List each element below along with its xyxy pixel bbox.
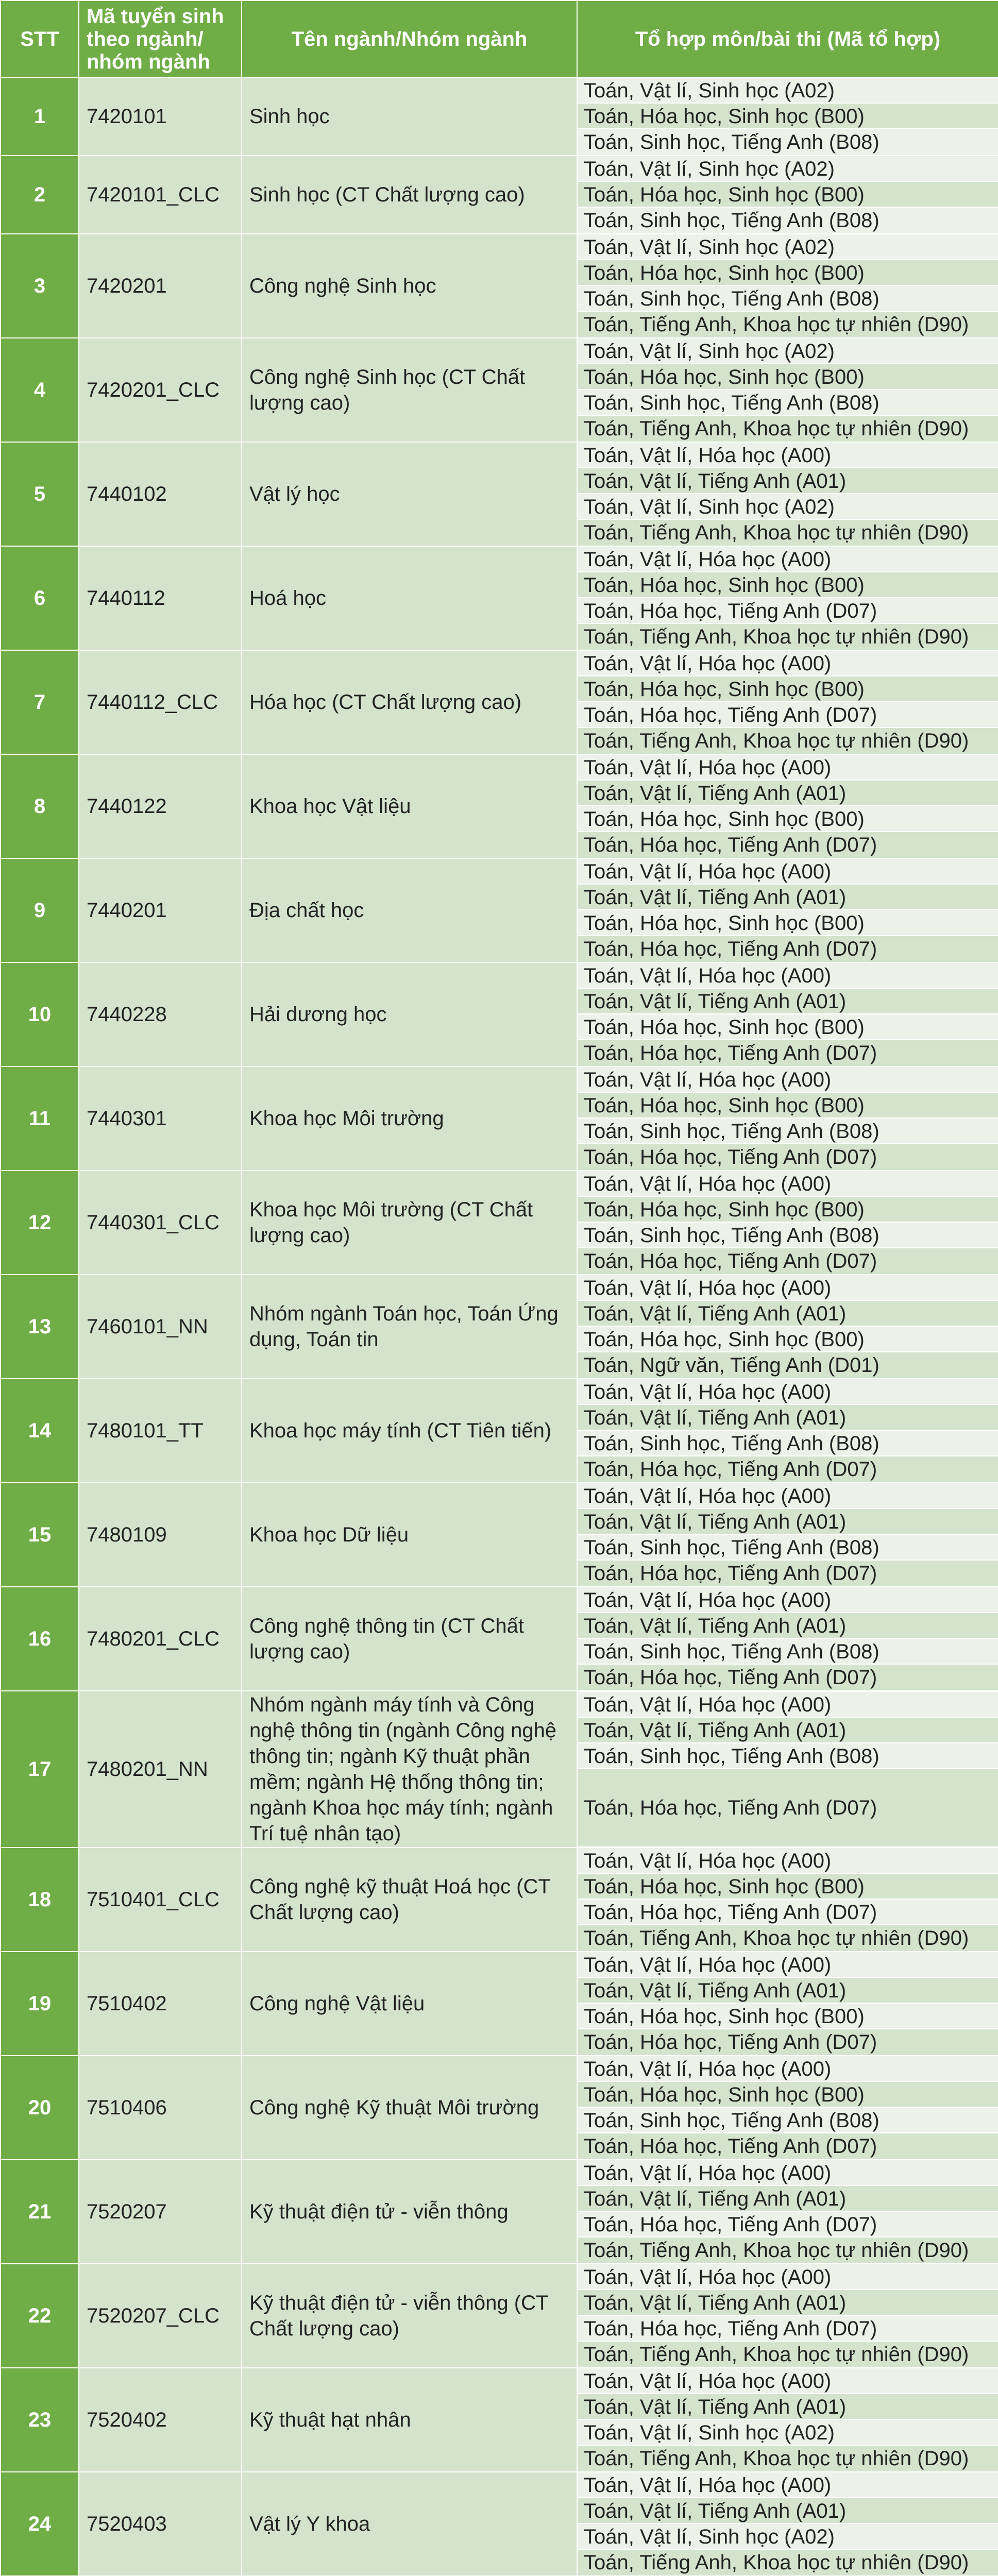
combo-item: Toán, Vật lí, Hóa học (A00) [578, 963, 998, 989]
combo-item: Toán, Vật lí, Hóa học (A00) [578, 1067, 998, 1093]
combo-item: Toán, Vật lí, Tiếng Anh (A01) [578, 989, 998, 1014]
combo-item: Toán, Vật lí, Tiếng Anh (A01) [578, 1613, 998, 1639]
combo-item: Toán, Hóa học, Sinh học (B00) [578, 1014, 998, 1040]
table-row [1, 546, 998, 650]
row-combos [577, 156, 998, 234]
table-row [1, 1171, 998, 1275]
combo-item: Toán, Vật lí, Hóa học (A00) [578, 2368, 998, 2394]
combo-item: Toán, Vật lí, Tiếng Anh (A01) [578, 2186, 998, 2212]
row-stt: 17 [1, 1691, 79, 1848]
combo-item: Toán, Vật lí, Tiếng Anh (A01) [578, 1509, 998, 1535]
row-combos [577, 2264, 998, 2368]
row-name: Hóa học (CT Chất lượng cao) [242, 650, 577, 754]
combo-item: Toán, Vật lí, Tiếng Anh (A01) [578, 1978, 998, 2004]
combo-item: Toán, Sinh học, Tiếng Anh (B08) [578, 1118, 998, 1144]
table-row [1, 1483, 998, 1587]
table-row [1, 2472, 998, 2576]
row-stt: 19 [1, 1952, 79, 2056]
combo-item: Toán, Hóa học, Sinh học (B00) [578, 2082, 998, 2108]
combo-item: Toán, Hóa học, Tiếng Anh (D07) [578, 1900, 998, 1925]
combo-item: Toán, Hóa học, Sinh học (B00) [578, 1197, 998, 1223]
row-combos [577, 1848, 998, 1952]
combo-item: Toán, Sinh học, Tiếng Anh (B08) [578, 1743, 998, 1769]
table-row [1, 442, 998, 546]
row-name: Khoa học Vật liệu [242, 754, 577, 858]
row-stt: 12 [1, 1171, 79, 1275]
combo-item: Toán, Vật lí, Hóa học (A00) [578, 547, 998, 572]
header-code: Mã tuyển sinh theo ngành/ nhóm ngành [79, 1, 242, 77]
row-code: 7520402 [79, 2368, 242, 2472]
combo-item: Toán, Vật lí, Tiếng Anh (A01) [578, 1718, 998, 1743]
row-stt: 7 [1, 650, 79, 754]
combo-item: Toán, Tiếng Anh, Khoa học tự nhiên (D90) [578, 1925, 998, 1951]
row-stt: 15 [1, 1483, 79, 1587]
combo-item: Toán, Sinh học, Tiếng Anh (B08) [578, 2108, 998, 2133]
row-code: 7440301 [79, 1066, 242, 1171]
combo-item: Toán, Hóa học, Tiếng Anh (D07) [578, 1561, 998, 1586]
combo-item: Toán, Vật lí, Hóa học (A00) [578, 859, 998, 885]
combo-item: Toán, Vật lí, Sinh học (A02) [578, 234, 998, 260]
row-combos [577, 2368, 998, 2472]
combo-item: Toán, Hóa học, Sinh học (B00) [578, 364, 998, 390]
table-row [1, 1691, 998, 1848]
row-combos [577, 2056, 998, 2160]
table-row [1, 77, 998, 156]
row-code: 7510406 [79, 2056, 242, 2160]
row-stt: 13 [1, 1275, 79, 1379]
row-code: 7460101_NN [79, 1275, 242, 1379]
row-stt: 16 [1, 1587, 79, 1691]
table-row [1, 2368, 998, 2472]
combo-item: Toán, Hóa học, Sinh học (B00) [578, 182, 998, 208]
row-code: 7510402 [79, 1952, 242, 2056]
combo-item: Toán, Hóa học, Tiếng Anh (D07) [578, 1665, 998, 1690]
row-combos [577, 1275, 998, 1379]
row-combos [577, 1379, 998, 1483]
combo-item: Toán, Hóa học, Sinh học (B00) [578, 1327, 998, 1352]
combo-item: Toán, Hóa học, Tiếng Anh (D07) [578, 702, 998, 728]
combo-item: Toán, Vật lí, Hóa học (A00) [578, 1848, 998, 1874]
row-code: 7420101 [79, 77, 242, 156]
combo-item: Toán, Hóa học, Tiếng Anh (D07) [578, 1144, 998, 1170]
header-stt: STT [1, 1, 79, 77]
combo-item: Toán, Sinh học, Tiếng Anh (B08) [578, 1535, 998, 1561]
row-stt: 11 [1, 1066, 79, 1171]
combo-item: Toán, Tiếng Anh, Khoa học tự nhiên (D90) [578, 2342, 998, 2367]
combo-item: Toán, Vật lí, Tiếng Anh (A01) [578, 1301, 998, 1327]
combo-item: Toán, Hóa học, Tiếng Anh (D07) [578, 832, 998, 858]
row-name: Công nghệ Kỹ thuật Môi trường [242, 2056, 577, 2160]
row-name: Sinh học (CT Chất lượng cao) [242, 156, 577, 234]
row-code: 7520207 [79, 2160, 242, 2264]
combo-item: Toán, Vật lí, Hóa học (A00) [578, 1692, 998, 1718]
combo-item: Toán, Vật lí, Sinh học (A02) [578, 2524, 998, 2550]
row-name: Khoa học máy tính (CT Tiên tiến) [242, 1379, 577, 1483]
row-code: 7440122 [79, 754, 242, 858]
row-combos [577, 546, 998, 650]
row-combos [577, 442, 998, 546]
row-code: 7440201 [79, 858, 242, 962]
row-code: 7480201_NN [79, 1691, 242, 1848]
row-combos [577, 962, 998, 1066]
row-code: 7520207_CLC [79, 2264, 242, 2368]
combo-item: Toán, Vật lí, Sinh học (A02) [578, 2420, 998, 2446]
row-stt: 22 [1, 2264, 79, 2368]
row-name: Công nghệ Sinh học [242, 234, 577, 338]
row-name: Công nghệ Vật liệu [242, 1952, 577, 2056]
combo-item: Toán, Vật lí, Hóa học (A00) [578, 2264, 998, 2290]
row-name: Hoá học [242, 546, 577, 650]
combo-item: Toán, Vật lí, Hóa học (A00) [578, 1483, 998, 1509]
row-name: Hải dương học [242, 962, 577, 1066]
row-stt: 3 [1, 234, 79, 338]
row-stt: 14 [1, 1379, 79, 1483]
table-row [1, 338, 998, 442]
row-name: Nhóm ngành Toán học, Toán Ứng dụng, Toán tin [242, 1275, 577, 1379]
row-name: Khoa học Dữ liệu [242, 1483, 577, 1587]
row-stt: 1 [1, 77, 79, 156]
row-stt: 23 [1, 2368, 79, 2472]
row-name: Vật lý Y khoa [242, 2472, 577, 2576]
combo-item: Toán, Vật lí, Hóa học (A00) [578, 755, 998, 781]
row-stt: 5 [1, 442, 79, 546]
combo-item: Toán, Vật lí, Hóa học (A00) [578, 2160, 998, 2186]
combo-item: Toán, Tiếng Anh, Khoa học tự nhiên (D90) [578, 520, 998, 546]
combo-item: Toán, Hóa học, Tiếng Anh (D07) [578, 1040, 998, 1066]
combo-item: Toán, Vật lí, Hóa học (A00) [578, 651, 998, 676]
combo-item: Toán, Hóa học, Sinh học (B00) [578, 910, 998, 936]
combo-item: Toán, Vật lí, Hóa học (A00) [578, 1379, 998, 1405]
combo-item: Toán, Hóa học, Sinh học (B00) [578, 676, 998, 702]
combo-item: Toán, Vật lí, Sinh học (A02) [578, 494, 998, 520]
row-code: 7480201_CLC [79, 1587, 242, 1691]
table-row [1, 858, 998, 962]
combo-item: Toán, Vật lí, Tiếng Anh (A01) [578, 2498, 998, 2524]
combo-item: Toán, Sinh học, Tiếng Anh (B08) [578, 1639, 998, 1665]
row-combos [577, 234, 998, 338]
combo-item: Toán, Vật lí, Tiếng Anh (A01) [578, 2290, 998, 2316]
combo-item: Toán, Hóa học, Tiếng Anh (D07) [578, 598, 998, 624]
row-name: Công nghệ kỹ thuật Hoá học (CT Chất lượng cao) [242, 1848, 577, 1952]
row-name: Sinh học [242, 77, 577, 156]
combo-item: Toán, Hóa học, Sinh học (B00) [578, 260, 998, 286]
header-name: Tên ngành/Nhóm ngành [242, 1, 577, 77]
combo-item: Toán, Vật lí, Hóa học (A00) [578, 443, 998, 468]
table-row [1, 650, 998, 754]
row-combos [577, 1952, 998, 2056]
row-stt: 2 [1, 156, 79, 234]
row-stt: 24 [1, 2472, 79, 2576]
combo-item: Toán, Sinh học, Tiếng Anh (B08) [578, 286, 998, 312]
combo-item: Toán, Hóa học, Tiếng Anh (D07) [578, 2133, 998, 2159]
row-name: Vật lý học [242, 442, 577, 546]
table-row [1, 1066, 998, 1171]
combo-item: Toán, Vật lí, Sinh học (A02) [578, 338, 998, 364]
combo-item: Toán, Hóa học, Tiếng Anh (D07) [578, 2212, 998, 2238]
table-row [1, 234, 998, 338]
combo-item: Toán, Hóa học, Tiếng Anh (D07) [578, 1248, 998, 1274]
combo-item: Toán, Tiếng Anh, Khoa học tự nhiên (D90) [578, 416, 998, 442]
table-row [1, 1275, 998, 1379]
combo-item: Toán, Hóa học, Tiếng Anh (D07) [578, 1769, 998, 1846]
table-body [1, 77, 998, 2576]
combo-item: Toán, Hóa học, Tiếng Anh (D07) [578, 1456, 998, 1482]
combo-item: Toán, Vật lí, Hóa học (A00) [578, 2056, 998, 2082]
row-name: Kỹ thuật điện tử - viễn thông [242, 2160, 577, 2264]
row-combos [577, 754, 998, 858]
combo-item: Toán, Vật lí, Hóa học (A00) [578, 2472, 998, 2498]
combo-item: Toán, Vật lí, Hóa học (A00) [578, 1171, 998, 1197]
table-header-row [1, 1, 998, 77]
row-code: 7440301_CLC [79, 1171, 242, 1275]
header-combos: Tổ hợp môn/bài thi (Mã tổ hợp) [577, 1, 998, 77]
table-row [1, 1952, 998, 2056]
row-name: Khoa học Môi trường (CT Chất lượng cao) [242, 1171, 577, 1275]
row-combos [577, 1066, 998, 1171]
row-code: 7510401_CLC [79, 1848, 242, 1952]
combo-item: Toán, Vật lí, Sinh học (A02) [578, 156, 998, 182]
table-row [1, 2056, 998, 2160]
combo-item: Toán, Hóa học, Tiếng Anh (D07) [578, 2316, 998, 2342]
table-row [1, 1379, 998, 1483]
combo-item: Toán, Hóa học, Sinh học (B00) [578, 572, 998, 598]
row-stt: 20 [1, 2056, 79, 2160]
combo-item: Toán, Vật lí, Hóa học (A00) [578, 1587, 998, 1613]
combo-item: Toán, Sinh học, Tiếng Anh (B08) [578, 390, 998, 416]
combo-item: Toán, Hóa học, Sinh học (B00) [578, 104, 998, 129]
row-name: Kỹ thuật hạt nhân [242, 2368, 577, 2472]
combo-item: Toán, Ngữ văn, Tiếng Anh (D01) [578, 1352, 998, 1378]
combo-item: Toán, Sinh học, Tiếng Anh (B08) [578, 129, 998, 155]
combo-item: Toán, Sinh học, Tiếng Anh (B08) [578, 208, 998, 233]
combo-item: Toán, Hóa học, Sinh học (B00) [578, 1874, 998, 1900]
row-code: 7440112_CLC [79, 650, 242, 754]
row-combos [577, 650, 998, 754]
combo-item: Toán, Tiếng Anh, Khoa học tự nhiên (D90) [578, 624, 998, 650]
row-combos [577, 1691, 998, 1848]
row-code: 7520403 [79, 2472, 242, 2576]
combo-item: Toán, Vật lí, Tiếng Anh (A01) [578, 2394, 998, 2420]
row-code: 7440112 [79, 546, 242, 650]
combo-item: Toán, Hóa học, Tiếng Anh (D07) [578, 2029, 998, 2055]
row-combos [577, 338, 998, 442]
row-combos [577, 2472, 998, 2576]
row-combos [577, 1587, 998, 1691]
row-combos [577, 1171, 998, 1275]
combo-item: Toán, Sinh học, Tiếng Anh (B08) [578, 1223, 998, 1248]
row-code: 7420201_CLC [79, 338, 242, 442]
combo-item: Toán, Tiếng Anh, Khoa học tự nhiên (D90) [578, 2238, 998, 2263]
row-stt: 8 [1, 754, 79, 858]
row-combos [577, 858, 998, 962]
combo-item: Toán, Vật lí, Tiếng Anh (A01) [578, 885, 998, 910]
row-name: Kỹ thuật điện tử - viễn thông (CT Chất lượng cao) [242, 2264, 577, 2368]
row-name: Công nghệ thông tin (CT Chất lượng cao) [242, 1587, 577, 1691]
combo-item: Toán, Sinh học, Tiếng Anh (B08) [578, 1431, 998, 1456]
row-code: 7440102 [79, 442, 242, 546]
combo-item: Toán, Tiếng Anh, Khoa học tự nhiên (D90) [578, 2446, 998, 2471]
combo-item: Toán, Tiếng Anh, Khoa học tự nhiên (D90) [578, 2550, 998, 2575]
table-row [1, 1848, 998, 1952]
table-row [1, 1587, 998, 1691]
combo-item: Toán, Vật lí, Hóa học (A00) [578, 1952, 998, 1978]
row-name: Nhóm ngành máy tính và Công nghệ thông tin (ngành Công nghệ thông tin; ngành Kỹ thuật phần mềm; ngành Hệ thống thông tin; ngành Khoa học máy tính; ngành Trí tuệ nhân tạo) [242, 1691, 577, 1848]
row-stt: 4 [1, 338, 79, 442]
row-combos [577, 1483, 998, 1587]
row-code: 7420201 [79, 234, 242, 338]
combo-item: Toán, Tiếng Anh, Khoa học tự nhiên (D90) [578, 312, 998, 337]
row-code: 7420101_CLC [79, 156, 242, 234]
row-stt: 6 [1, 546, 79, 650]
table-row [1, 754, 998, 858]
combo-item: Toán, Hóa học, Sinh học (B00) [578, 2004, 998, 2029]
table-row [1, 962, 998, 1066]
combo-item: Toán, Vật lí, Tiếng Anh (A01) [578, 1405, 998, 1431]
row-combos [577, 77, 998, 156]
row-code: 7480109 [79, 1483, 242, 1587]
combo-item: Toán, Hóa học, Sinh học (B00) [578, 1093, 998, 1118]
table-row [1, 2160, 998, 2264]
combo-item: Toán, Hóa học, Tiếng Anh (D07) [578, 936, 998, 962]
combo-item: Toán, Tiếng Anh, Khoa học tự nhiên (D90) [578, 728, 998, 754]
table-row [1, 156, 998, 234]
table-row [1, 2264, 998, 2368]
row-code: 7440228 [79, 962, 242, 1066]
row-name: Địa chất học [242, 858, 577, 962]
row-stt: 10 [1, 962, 79, 1066]
row-stt: 21 [1, 2160, 79, 2264]
combo-item: Toán, Vật lí, Sinh học (A02) [578, 78, 998, 104]
combo-item: Toán, Vật lí, Tiếng Anh (A01) [578, 781, 998, 806]
row-stt: 18 [1, 1848, 79, 1952]
row-name: Công nghệ Sinh học (CT Chất lượng cao) [242, 338, 577, 442]
row-name: Khoa học Môi trường [242, 1066, 577, 1171]
row-code: 7480101_TT [79, 1379, 242, 1483]
combo-item: Toán, Hóa học, Sinh học (B00) [578, 806, 998, 832]
row-stt: 9 [1, 858, 79, 962]
row-combos [577, 2160, 998, 2264]
combo-item: Toán, Vật lí, Tiếng Anh (A01) [578, 468, 998, 494]
combo-item: Toán, Vật lí, Hóa học (A00) [578, 1275, 998, 1301]
